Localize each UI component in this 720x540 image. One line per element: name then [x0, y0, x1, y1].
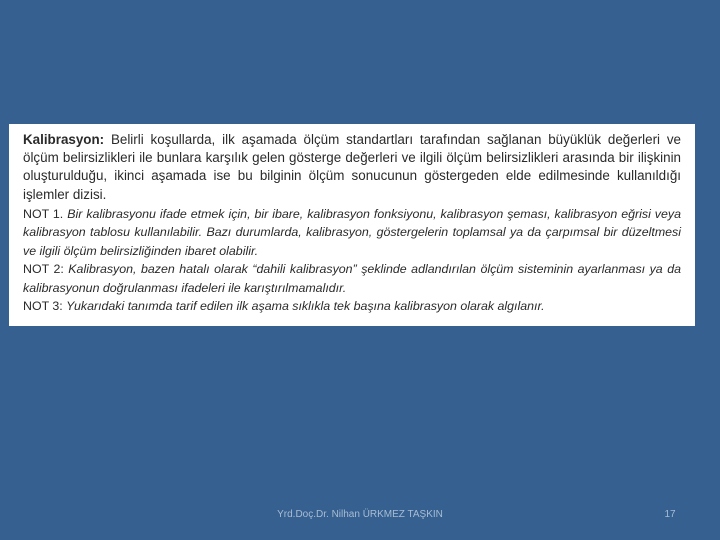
note-3	[23, 297, 681, 316]
definition-text: Belirli koşullarda, ilk aşamada ölçüm standartları tarafından sağlanan büyüklük değerleri ve ölçüm belirsizlikleri ile bunlara karşılık gelen gösterge değerleri ve ilgili ölçüm belirsizlikleri arasında bir ilişkinin oluşturulduğu, ikinci aşamada ise bu bilginin ölçüm sonucunun göstergeden elde edilmesinde kullanıldığı işlemler dizisi.	[23, 132, 681, 202]
note-1	[23, 205, 681, 261]
page-number: 17	[664, 509, 676, 520]
note-2-label: NOT 2:	[23, 262, 64, 277]
note-1-text: Bir kalibrasyonu ifade etmek için, bir ibare, kalibrasyon fonksiyonu, kalibrasyon şeması, kalibrasyon eğrisi veya kalibrasyon tablosu kullanılabilir. Bazı durumlarda, kalibrasyon, göstergelerin toplamsal ya da çarpımsal bir düzeltmesi ve ilgili ölçüm belirsizliğinden ibaret olabilir.	[23, 206, 681, 258]
note-3-label: NOT 3:	[23, 299, 63, 314]
footer-author: Yrd.Doç.Dr. Nilhan ÜRKMEZ TAŞKIN	[277, 509, 443, 520]
definition-paragraph	[23, 131, 681, 204]
note-2-text: Kalibrasyon, bazen hatalı olarak “dahili kalibrasyon” şeklinde adlandırılan ölçüm sisteminin ayarlanması ya da kalibrasyonun doğrulanması ifadeleri ile karıştırılmamalıdır.	[23, 262, 681, 295]
note-1-label: NOT 1.	[23, 206, 64, 221]
note-2	[23, 260, 681, 297]
definition-image-box	[9, 124, 695, 326]
note-3-text: Yukarıdaki tanımda tarif edilen ilk aşama sıklıkla tek başına kalibrasyon olarak algılanır.	[66, 299, 545, 314]
definition-term: Kalibrasyon:	[23, 132, 105, 147]
